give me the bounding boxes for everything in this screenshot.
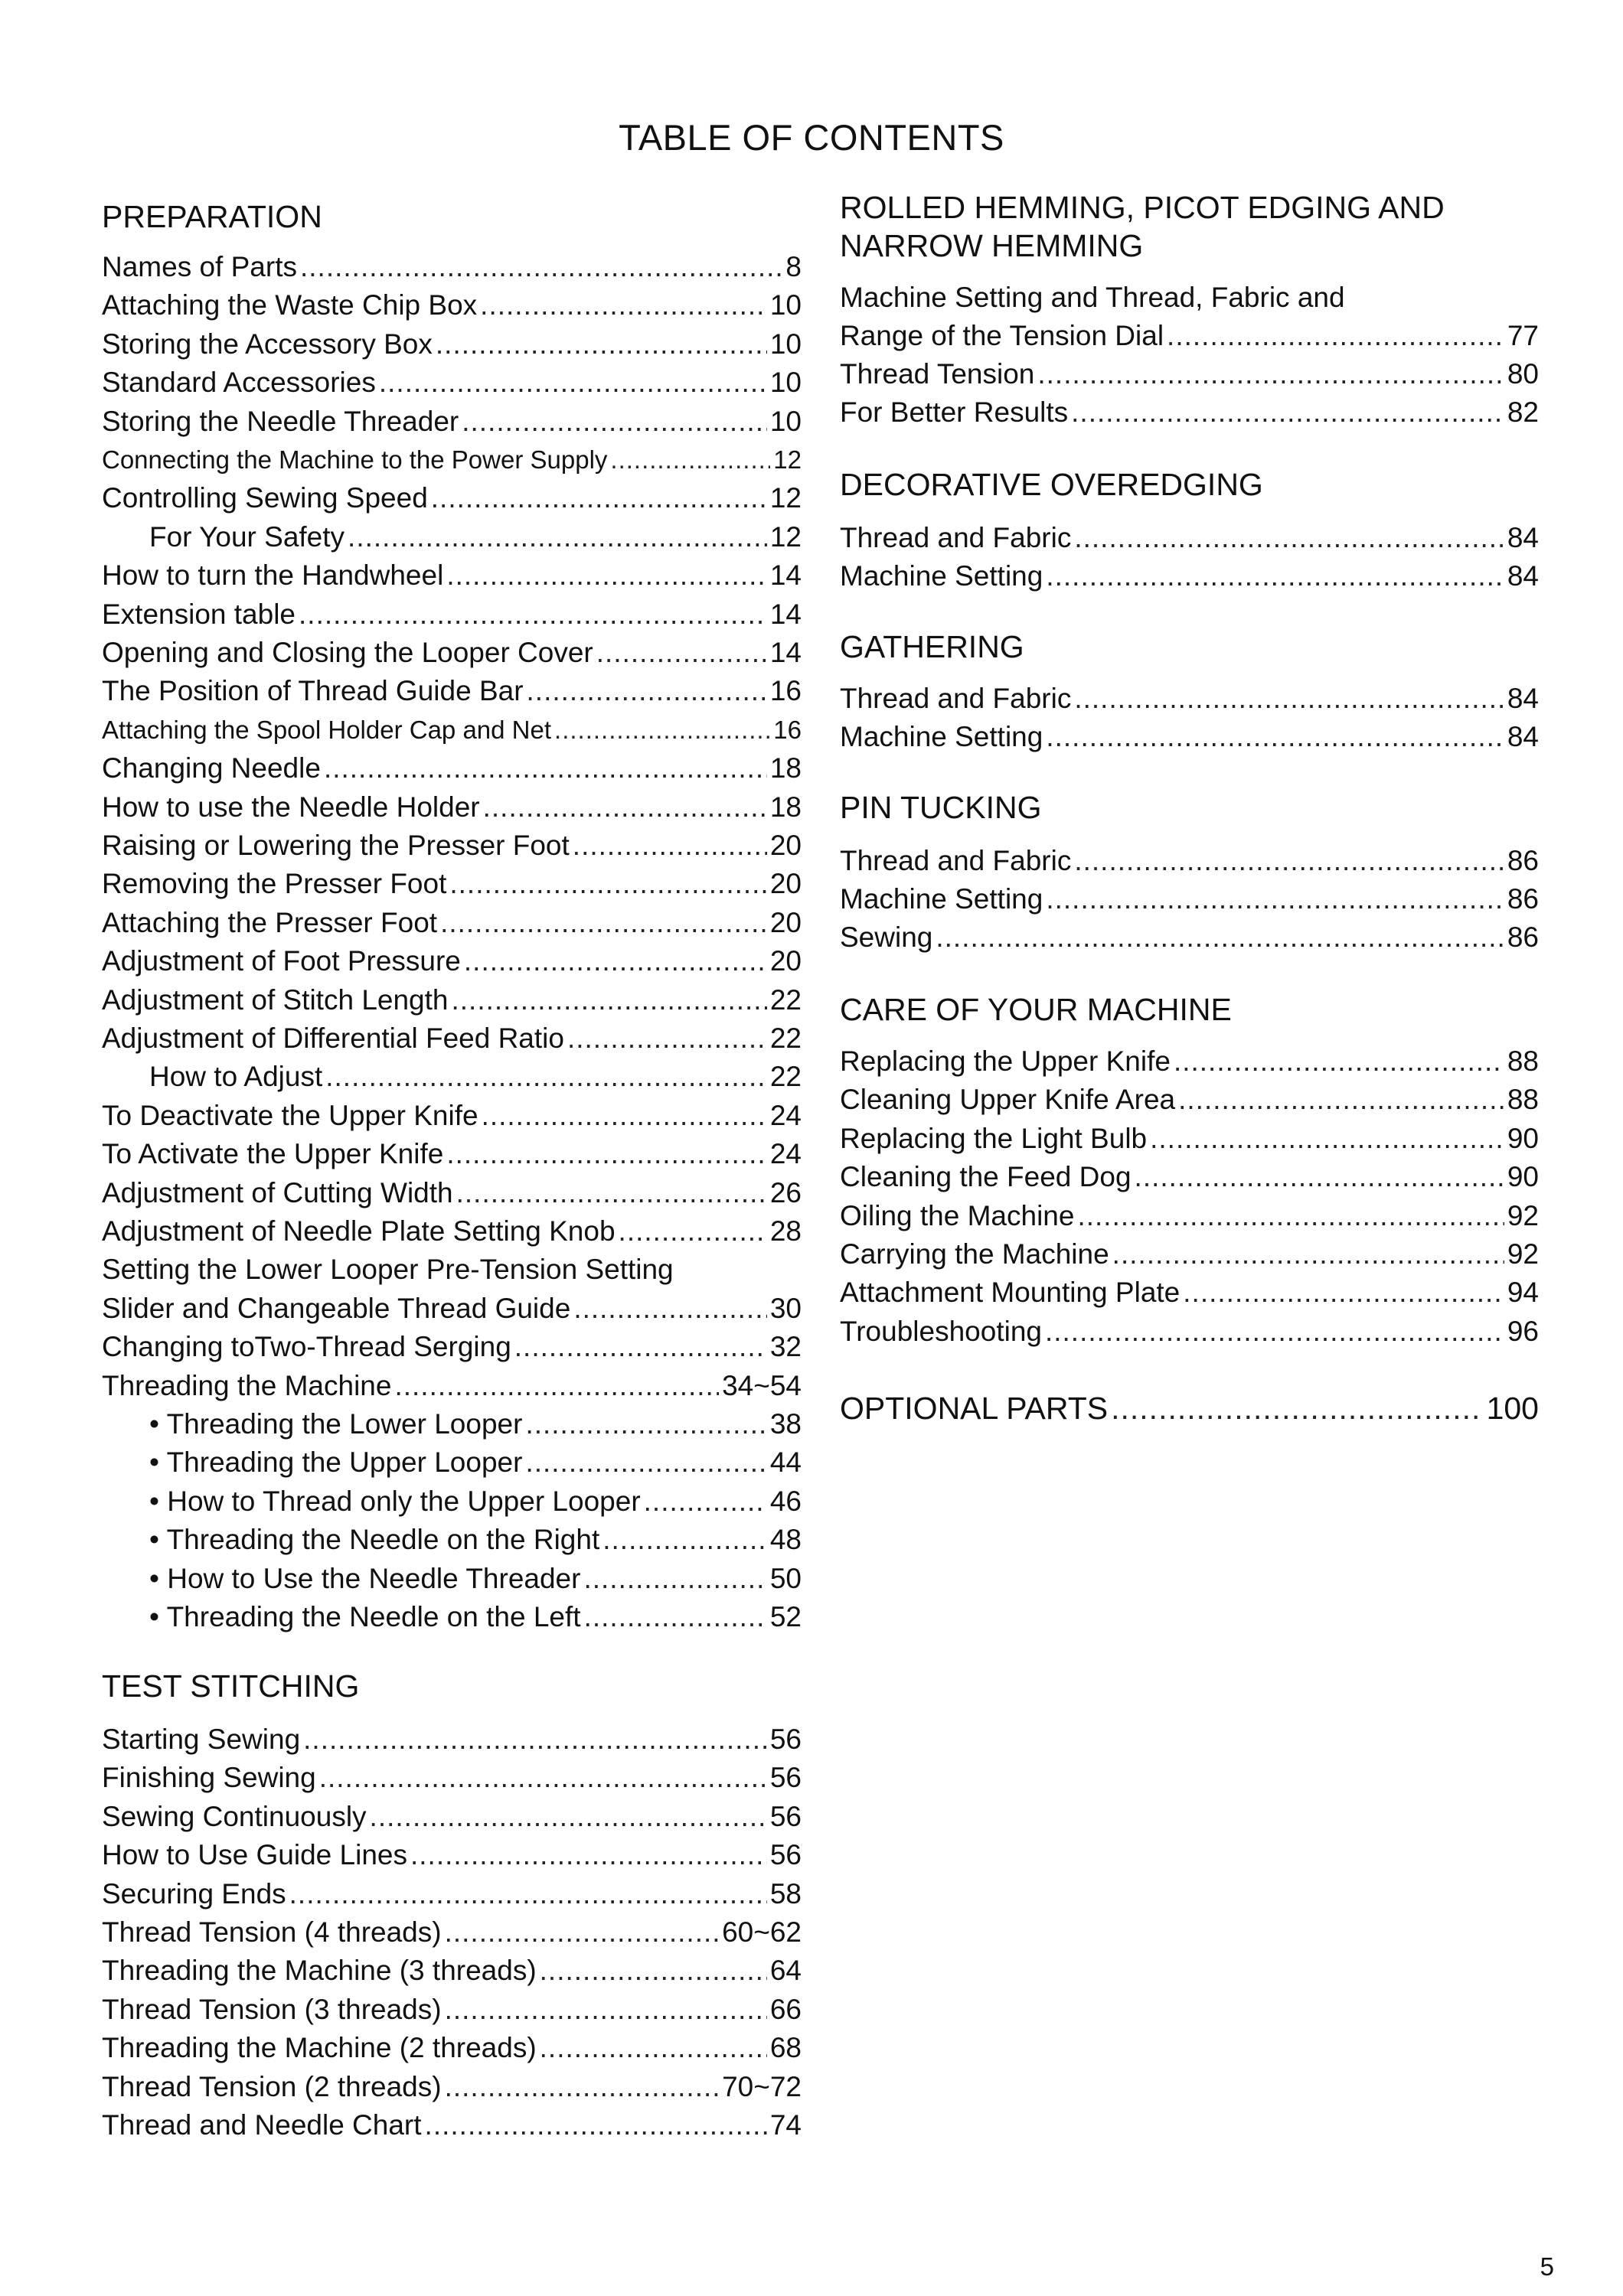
entry-label: Sewing Continuously (102, 1800, 367, 1832)
dot-leader (425, 2108, 767, 2143)
entry-page-number: 14 (769, 598, 802, 630)
entry-label: Opening and Closing the Looper Cover (102, 637, 593, 668)
entry-page-number: 68 (769, 2032, 802, 2064)
toc-entry[interactable] (840, 1118, 1539, 1156)
entry-page-number: 38 (769, 1408, 802, 1440)
entry-page-number: 46 (769, 1485, 802, 1517)
toc-entry[interactable] (102, 1481, 802, 1519)
entry-page-number: 32 (769, 1331, 802, 1363)
entry-label: Thread Tension (4 threads) (102, 1916, 442, 1948)
entry-label: Starting Sewing (102, 1724, 301, 1755)
dot-leader (1111, 1388, 1483, 1428)
entry-label: Controlling Sewing Speed (102, 482, 428, 514)
toc-entry[interactable] (102, 594, 802, 632)
dot-leader (482, 1098, 767, 1133)
entry-page-number: 16 (769, 675, 802, 707)
entry-label: Replacing the Upper Knife (840, 1045, 1171, 1077)
dot-leader (431, 481, 767, 516)
entry-page-number: 84 (1507, 683, 1539, 714)
entry-page-number: 86 (1507, 921, 1539, 953)
entry-label: Threading the Machine (2 threads) (102, 2032, 537, 2064)
entry-page-number: 10 (769, 289, 802, 321)
toc-entry[interactable] (840, 716, 1539, 755)
toc-entry[interactable] (102, 1757, 802, 1795)
dot-leader (1046, 882, 1504, 917)
toc-entry[interactable] (102, 285, 802, 323)
toc-entry[interactable] (102, 863, 802, 902)
toc-entry[interactable] (102, 1558, 802, 1596)
toc-entry[interactable] (102, 1288, 802, 1326)
entry-page-number: 84 (1507, 560, 1539, 592)
entry-label: Sewing (840, 921, 933, 953)
toc-entry[interactable] (102, 1018, 802, 1056)
toc-entry[interactable] (102, 1172, 802, 1211)
dot-leader (299, 597, 767, 632)
section-heading: DECORATIVE OVEREDGING (840, 467, 1263, 502)
toc-entry[interactable] (102, 1796, 802, 1835)
toc-entry[interactable] (102, 1519, 802, 1557)
entry-label: Slider and Changeable Thread Guide (102, 1292, 571, 1324)
entry-label: Raising or Lowering the Presser Foot (102, 830, 570, 861)
toc-entry[interactable] (102, 825, 802, 863)
entry-label: Changing Needle (102, 752, 321, 784)
entry-label: Machine Setting (840, 560, 1043, 592)
toc-entry[interactable] (102, 1596, 802, 1635)
toc-entry[interactable] (840, 1079, 1539, 1117)
dot-leader (456, 1176, 767, 1211)
dot-leader (583, 1561, 766, 1596)
entry-page-number: 90 (1507, 1122, 1539, 1154)
entry-label: Machine Setting and Thread, Fabric and (840, 282, 1345, 313)
entry-label: Carrying the Machine (840, 1238, 1109, 1270)
entry-label: Adjustment of Cutting Width (102, 1176, 453, 1208)
entry-page-number: 20 (769, 945, 802, 977)
toc-entry[interactable] (102, 902, 802, 941)
dot-leader (483, 790, 767, 825)
entry-label: Thread Tension (2 threads) (102, 2070, 442, 2102)
entry-page-number: 80 (1507, 358, 1539, 390)
entry-label: How to turn the Handwheel (102, 559, 444, 592)
entry-page-number: 24 (769, 1138, 802, 1170)
entry-page-number: 82 (1507, 396, 1539, 428)
entry-page-number: 16 (773, 715, 802, 744)
toc-entry[interactable] (102, 1835, 802, 1873)
dot-leader (325, 1059, 767, 1094)
entry-label: How to Use Guide Lines (102, 1839, 407, 1871)
entry-page-number: 12 (769, 520, 802, 553)
entry-label: Setting the Lower Looper Pre-Tension Setting (102, 1254, 674, 1286)
dot-leader (554, 713, 770, 748)
entry-label: • Threading the Upper Looper (149, 1446, 523, 1479)
entry-label: Storing the Needle Threader (102, 405, 459, 437)
toc-entry[interactable] (102, 1950, 802, 1988)
entry-page-number: 58 (769, 1877, 802, 1910)
entry-label: Replacing the Light Bulb (840, 1122, 1148, 1154)
entry-label: Threading the Machine (102, 1369, 392, 1401)
dot-leader (445, 1992, 767, 2027)
entry-page-number: 88 (1507, 1084, 1539, 1116)
entry-page-number: 74 (769, 2109, 802, 2141)
entry-page-number: 92 (1507, 1238, 1539, 1270)
entry-label: Thread and Needle Chart (102, 2109, 422, 2141)
entry-page-number: 50 (769, 1562, 802, 1594)
dot-leader (370, 1799, 767, 1835)
entry-label: Securing Ends (102, 1877, 286, 1910)
dot-leader (319, 1760, 767, 1795)
dot-leader (446, 558, 767, 593)
entry-label: To Activate the Upper Knife (102, 1138, 444, 1170)
toc-entry[interactable] (102, 1874, 802, 1912)
entry-label: Cleaning Upper Knife Area (840, 1084, 1176, 1116)
section-heading: TEST STITCHING (102, 1668, 360, 1704)
entry-label: Changing toTwo-Thread Serging (102, 1331, 511, 1363)
dot-leader (573, 1291, 767, 1326)
dot-leader (1071, 395, 1504, 430)
entry-page-number: 56 (769, 1762, 802, 1794)
entry-label: Thread Tension (3 threads) (102, 1993, 442, 2025)
dot-leader (300, 249, 782, 285)
entry-page-number: 90 (1507, 1161, 1539, 1193)
toc-entry[interactable] (840, 678, 1539, 716)
dot-leader (1135, 1159, 1504, 1195)
entry-page-number: 60~62 (722, 1916, 802, 1948)
section-heading: PIN TUCKING (840, 790, 1042, 825)
toc-entry[interactable] (840, 354, 1539, 392)
entry-page-number: 22 (769, 1022, 802, 1054)
entry-label: Removing the Presser Foot (102, 868, 447, 900)
entry-label: Attaching the Spool Holder Cap and Net (102, 715, 552, 744)
toc-entry[interactable] (102, 362, 802, 400)
dot-leader (540, 1953, 767, 1988)
entry-label: Storing the Accessory Box (102, 328, 433, 360)
toc-entry[interactable] (102, 1912, 802, 1950)
dot-leader (436, 327, 767, 362)
toc-entry[interactable] (102, 1249, 802, 1287)
dot-leader (1174, 1044, 1504, 1079)
entry-label: Oiling the Machine (840, 1199, 1075, 1231)
toc-entry[interactable] (840, 1234, 1539, 1272)
entry-page-number: 14 (769, 559, 802, 592)
page-number: 5 (1540, 2252, 1554, 2281)
entry-label: Adjustment of Foot Pressure (102, 945, 461, 977)
entry-page-number: 94 (1507, 1277, 1539, 1309)
toc-entry[interactable] (102, 1133, 802, 1172)
dot-leader (324, 751, 767, 786)
dot-leader (289, 1877, 767, 1912)
toc-entry[interactable] (840, 1311, 1539, 1349)
dot-leader (1046, 719, 1504, 755)
entry-page-number: 34~54 (722, 1369, 802, 1401)
dot-leader (1183, 1275, 1504, 1310)
toc-entry[interactable] (102, 1442, 802, 1480)
toc-entry[interactable] (102, 1719, 802, 1757)
toc-entry[interactable] (102, 941, 802, 979)
toc-entry[interactable] (840, 1385, 1539, 1428)
entry-label: How to use the Needle Holder (102, 791, 480, 823)
dot-leader (1046, 559, 1504, 594)
dot-leader (1074, 520, 1504, 556)
dot-leader (573, 828, 767, 863)
entry-page-number: 56 (769, 1724, 802, 1755)
dot-leader (480, 288, 767, 323)
entry-page-number: 26 (769, 1176, 802, 1208)
entry-page-number: 22 (769, 1061, 802, 1093)
dot-leader (1045, 1314, 1504, 1349)
entry-label: Machine Setting (840, 721, 1043, 752)
toc-entry[interactable] (102, 1095, 802, 1133)
entry-page-number: 77 (1507, 320, 1539, 351)
entry-page-number: 20 (769, 830, 802, 861)
dot-leader (514, 1329, 767, 1365)
entry-label: Adjustment of Stitch Length (102, 983, 449, 1016)
section-heading: CARE OF YOUR MACHINE (840, 992, 1232, 1027)
toc-entry[interactable] (102, 670, 802, 709)
entry-page-number: 56 (769, 1800, 802, 1832)
dot-leader (1150, 1121, 1504, 1156)
toc-entry[interactable] (102, 246, 802, 285)
entry-label: Cleaning the Feed Dog (840, 1161, 1132, 1193)
dot-leader (527, 673, 767, 709)
entry-page-number: 18 (769, 791, 802, 823)
entry-page-number: 66 (769, 1993, 802, 2025)
toc-entry[interactable] (840, 556, 1539, 594)
entry-page-number: 10 (769, 328, 802, 360)
entry-label: The Position of Thread Guide Bar (102, 675, 524, 707)
toc-entry[interactable] (102, 1365, 802, 1404)
dot-leader (394, 1368, 719, 1404)
toc-entry[interactable] (102, 478, 802, 516)
section-heading: PREPARATION (102, 199, 322, 234)
entry-label: For Your Safety (149, 520, 345, 553)
entry-label: Extension table (102, 598, 296, 630)
dot-leader (1167, 318, 1504, 354)
toc-entry[interactable] (840, 879, 1539, 917)
entry-label: Connecting the Machine to the Power Supply (102, 445, 608, 474)
toc-entry[interactable] (102, 1326, 802, 1365)
toc-entry[interactable] (102, 401, 802, 439)
dot-leader (462, 404, 767, 439)
entry-page-number: 20 (769, 906, 802, 938)
entry-page-number: 12 (769, 482, 802, 514)
dot-leader (1074, 843, 1504, 879)
entry-label: • Threading the Lower Looper (149, 1408, 523, 1440)
dot-leader (1074, 681, 1504, 716)
entry-label: Machine Setting (840, 883, 1043, 915)
toc-entry[interactable] (840, 1041, 1539, 1079)
dot-leader (525, 1407, 766, 1442)
entry-page-number: 92 (1507, 1199, 1539, 1231)
entry-page-number: 8 (785, 251, 802, 282)
dot-leader (440, 905, 767, 941)
entry-page-number: 10 (769, 405, 802, 437)
dot-leader (379, 365, 767, 400)
toc-entry[interactable] (102, 517, 802, 555)
entry-label: Attaching the Waste Chip Box (102, 289, 478, 321)
entry-page-number: 84 (1507, 721, 1539, 752)
entry-label: Thread Tension (840, 358, 1035, 390)
dot-leader (452, 983, 767, 1018)
dot-leader (584, 1600, 767, 1635)
entry-label: Thread and Fabric (840, 683, 1072, 714)
entry-page-number: 30 (769, 1292, 802, 1324)
entry-page-number: 28 (769, 1215, 802, 1247)
toc-entry[interactable] (102, 1989, 802, 2027)
entry-label: Standard Accessories (102, 367, 376, 399)
dot-leader (567, 1021, 767, 1056)
entry-label: Attachment Mounting Plate (840, 1277, 1181, 1309)
entry-label: • Threading the Needle on the Left (149, 1601, 581, 1632)
toc-entry[interactable] (840, 1272, 1539, 1310)
entry-label: Threading the Machine (3 threads) (102, 1955, 537, 1987)
entry-page-number: 84 (1507, 522, 1539, 553)
toc-entry[interactable] (102, 980, 802, 1018)
dot-leader (936, 920, 1504, 955)
toc-entry[interactable] (102, 632, 802, 670)
entry-label: Troubleshooting (840, 1315, 1042, 1347)
entry-page-number: 10 (769, 367, 802, 399)
entry-label: • Threading the Needle on the Right (149, 1524, 600, 1556)
dot-leader (610, 442, 770, 478)
entry-page-number: 24 (769, 1099, 802, 1131)
entry-page-number: 96 (1507, 1315, 1539, 1347)
dot-leader (410, 1838, 767, 1873)
dot-leader (464, 944, 767, 979)
dot-leader (1037, 357, 1504, 392)
entry-page-number: 44 (769, 1446, 802, 1479)
entry-label: Adjustment of Needle Plate Setting Knob (102, 1215, 616, 1247)
toc-entry[interactable] (840, 315, 1539, 354)
entry-label: Thread and Fabric (840, 522, 1072, 553)
entry-page-number: 64 (769, 1955, 802, 1987)
entry-label: Thread and Fabric (840, 845, 1072, 876)
entry-label: OPTIONAL PARTS (840, 1391, 1109, 1426)
dot-leader (525, 1445, 766, 1480)
entry-label: Adjustment of Differential Feed Ratio (102, 1022, 564, 1054)
toc-entry[interactable] (102, 555, 802, 593)
dot-leader (596, 635, 767, 670)
toc-entry[interactable] (840, 840, 1539, 879)
section-heading: GATHERING (840, 629, 1024, 664)
toc-entry[interactable] (102, 709, 802, 748)
toc-entry[interactable] (840, 1195, 1539, 1234)
entry-page-number: 14 (769, 637, 802, 668)
entry-page-number: 48 (769, 1524, 802, 1556)
dot-leader (445, 2069, 720, 2105)
dot-leader (603, 1522, 767, 1557)
dot-leader (1112, 1237, 1504, 1272)
entry-page-number: 22 (769, 983, 802, 1016)
toc-entry[interactable] (102, 1404, 802, 1442)
entry-label: How to Adjust (149, 1061, 323, 1093)
entry-label: Attaching the Presser Foot (102, 906, 438, 938)
section-heading: ROLLED HEMMING, PICOT EDGING AND (840, 190, 1445, 225)
toc-entry[interactable] (840, 517, 1539, 556)
toc-entry[interactable] (840, 392, 1539, 430)
dot-leader (644, 1484, 767, 1519)
toc-entry[interactable] (102, 324, 802, 362)
entry-page-number: 12 (773, 445, 802, 474)
entry-page-number: 52 (769, 1601, 802, 1632)
section-heading: NARROW HEMMING (840, 228, 1144, 263)
entry-page-number: 100 (1486, 1391, 1539, 1426)
dot-leader (445, 1915, 720, 1950)
entry-label: For Better Results (840, 396, 1069, 428)
toc-entry[interactable] (102, 1211, 802, 1249)
entry-page-number: 20 (769, 868, 802, 900)
dot-leader (348, 520, 767, 555)
toc-entry[interactable] (840, 1156, 1539, 1195)
entry-page-number: 70~72 (722, 2070, 802, 2102)
toc-entry[interactable] (840, 917, 1539, 955)
toc-entry[interactable] (102, 2105, 802, 2143)
toc-entry[interactable] (102, 1056, 802, 1094)
entry-label: • How to Use the Needle Threader (149, 1562, 581, 1594)
entry-label: • How to Thread only the Upper Looper (149, 1485, 641, 1517)
toc-entry[interactable] (102, 439, 802, 478)
toc-entry[interactable] (840, 277, 1539, 315)
entry-label: Names of Parts (102, 251, 297, 282)
dot-leader (540, 2030, 767, 2066)
entry-page-number: 86 (1507, 883, 1539, 915)
dot-leader (449, 866, 766, 902)
dot-leader (1178, 1082, 1504, 1117)
entry-page-number: 86 (1507, 845, 1539, 876)
dot-leader (303, 1722, 767, 1757)
page-title: TABLE OF CONTENTS (619, 117, 1004, 158)
dot-leader (446, 1137, 767, 1172)
entry-label: Finishing Sewing (102, 1762, 316, 1794)
toc-entry[interactable] (102, 2027, 802, 2066)
toc-entry[interactable] (102, 2066, 802, 2105)
toc-entry[interactable] (102, 748, 802, 786)
entry-label: To Deactivate the Upper Knife (102, 1099, 478, 1131)
toc-entry[interactable] (102, 787, 802, 825)
dot-leader (1077, 1199, 1504, 1234)
entry-page-number: 18 (769, 752, 802, 784)
entry-label: Range of the Tension Dial (840, 320, 1164, 351)
entry-page-number: 88 (1507, 1045, 1539, 1077)
entry-page-number: 56 (769, 1839, 802, 1871)
dot-leader (619, 1214, 767, 1249)
